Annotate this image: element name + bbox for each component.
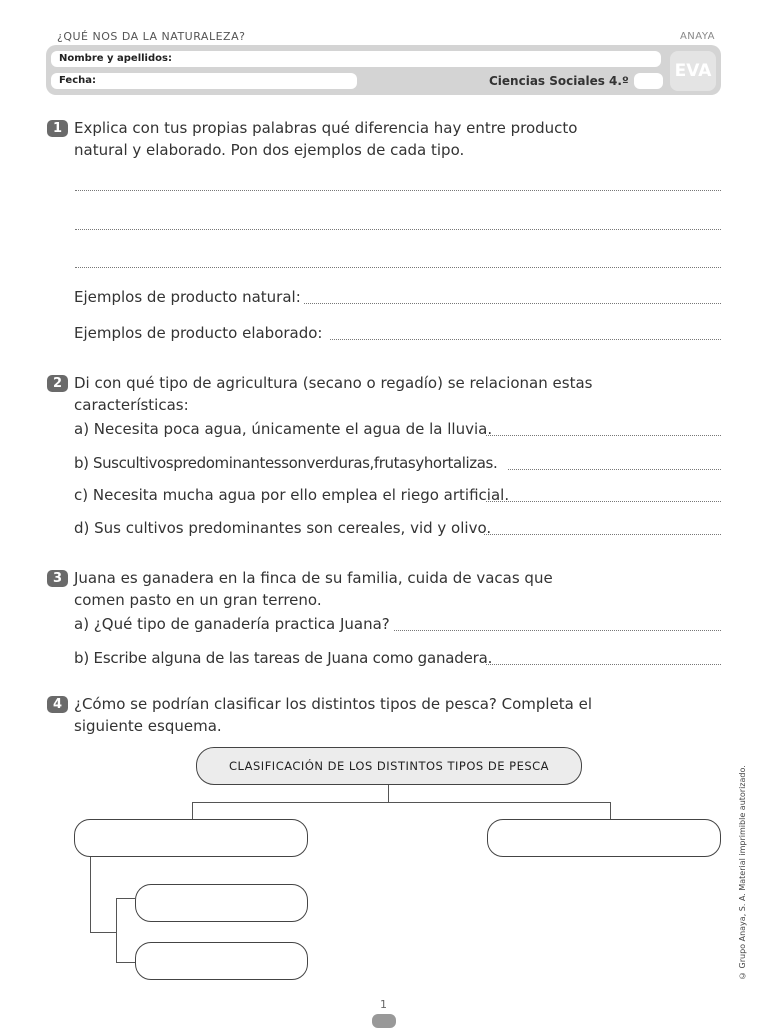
elaborated-examples-line[interactable] <box>330 339 721 340</box>
fishing-subtype-box[interactable] <box>135 884 308 922</box>
connector-line <box>116 898 117 962</box>
q2-item-b: b) Suscultivospredominantessonverduras,frutasyhortalizas. <box>74 454 498 472</box>
subject-label: Ciencias Sociales 4.º <box>489 74 629 88</box>
q2-item-d: d) Sus cultivos predominantes son cereales, vid y olivo. <box>74 519 492 537</box>
answer-line[interactable] <box>75 229 721 230</box>
elaborated-examples-label: Ejemplos de producto elaborado: <box>74 324 323 342</box>
brand-logo: ANAYA <box>679 31 715 42</box>
fishing-type-box-right[interactable] <box>487 819 721 857</box>
worksheet-title: ¿QUÉ NOS DA LA NATURALEZA? <box>57 30 246 43</box>
q2-answer-line-a[interactable] <box>486 435 721 436</box>
question-number-3: 3 <box>47 570 68 587</box>
name-field[interactable] <box>51 51 661 67</box>
student-info-box <box>46 45 721 95</box>
connector-line <box>610 802 611 819</box>
question-2-text: Di con qué tipo de agricultura (secano o regadío) se relacionan estas características: <box>74 374 593 414</box>
q2-item-a: a) Necesita poca agua, únicamente el agua de la lluvia. <box>74 420 493 438</box>
connector-line <box>90 932 116 933</box>
q3-item-a: a) ¿Qué tipo de ganadería practica Juana? <box>74 615 390 633</box>
answer-line[interactable] <box>75 190 721 191</box>
date-field[interactable] <box>51 73 357 89</box>
page-number: 1 <box>380 998 387 1011</box>
q2-item-c: c) Necesita mucha agua por ello emplea el riego artificial. <box>74 486 510 504</box>
copyright-note: © Grupo Anaya, S. A. Material imprimible autorizado. <box>738 765 747 980</box>
q2-answer-line-b[interactable] <box>508 469 721 470</box>
q3-answer-line-a[interactable] <box>394 630 721 631</box>
q3-answer-line-b[interactable] <box>486 664 721 665</box>
connector-line <box>192 802 193 819</box>
question-number-2: 2 <box>47 375 68 392</box>
question-number-4: 4 <box>47 696 68 713</box>
diagram-title-box: CLASIFICACIÓN DE LOS DISTINTOS TIPOS DE PESCA <box>196 747 582 785</box>
connector-line <box>388 785 389 802</box>
name-label: Nombre y apellidos: <box>59 53 172 64</box>
natural-examples-line[interactable] <box>304 303 721 304</box>
connector-line <box>116 898 135 899</box>
natural-examples-label: Ejemplos de producto natural: <box>74 288 301 306</box>
grade-field[interactable] <box>634 73 663 89</box>
eva-badge: EVA <box>670 51 716 91</box>
connector-line <box>116 962 135 963</box>
question-number-1: 1 <box>47 120 68 137</box>
connector-line <box>90 857 91 932</box>
date-label: Fecha: <box>59 75 97 86</box>
page-tab <box>372 1014 396 1028</box>
question-4-text: ¿Cómo se podrían clasificar los distintos tipos de pesca? Completa el siguiente esquema. <box>74 695 593 735</box>
question-3-text: Juana es ganadera en la finca de su familia, cuida de vacas que comen pasto en un gran terreno. <box>74 569 553 609</box>
answer-line[interactable] <box>75 267 721 268</box>
q2-answer-line-d[interactable] <box>484 534 721 535</box>
q3-item-b: b) Escribe alguna de las tareas de Juana como ganadera. <box>74 649 493 667</box>
connector-line <box>192 802 611 803</box>
fishing-type-box-left[interactable] <box>74 819 308 857</box>
fishing-subtype-box[interactable] <box>135 942 308 980</box>
question-1-text: Explica con tus propias palabras qué diferencia hay entre producto natural y elaborado. Pon dos ejemplos de cada tipo. <box>74 119 578 159</box>
q2-answer-line-c[interactable] <box>486 501 721 502</box>
